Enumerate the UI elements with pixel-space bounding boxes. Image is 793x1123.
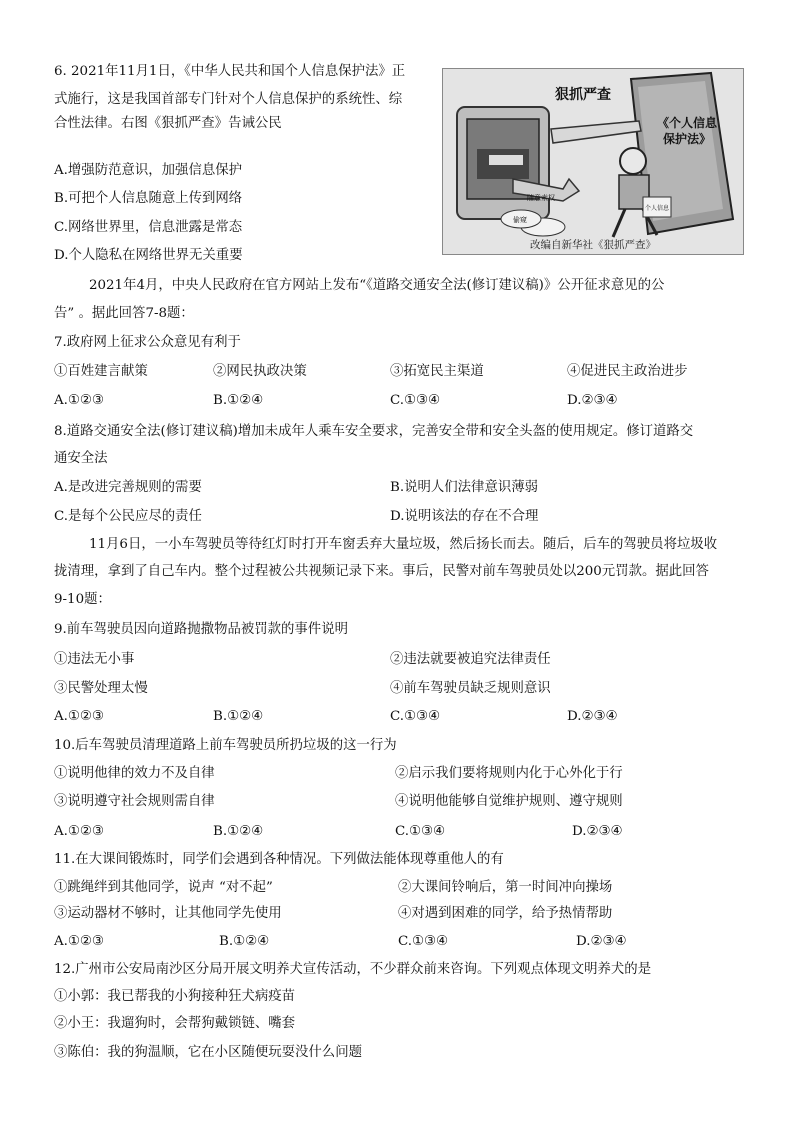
q10-option-c: C.①③④ bbox=[395, 824, 446, 839]
q9-option-a: A.①②③ bbox=[54, 709, 104, 724]
q8-option-d: D.说明该法的存在不合理 bbox=[390, 509, 539, 524]
q10-option-b: B.①②④ bbox=[213, 824, 264, 839]
q6-option-a: A.增强防范意识，加强信息保护 bbox=[54, 163, 243, 178]
figure-book-line-1: 《个人信息 bbox=[657, 116, 718, 130]
q7-option-d: D.②③④ bbox=[567, 393, 618, 408]
q10-option-d: D.②③④ bbox=[572, 824, 623, 839]
q7-option-c: C.①③④ bbox=[390, 393, 441, 408]
q8-stem-line-1: 8.道路交通安全法(修订建议稿)增加未成年人乘车安全要求，完善安全带和安全头盔的使用规定。修订道路交 bbox=[54, 424, 694, 439]
q11-item-3: ③运动器材不够时，让其他同学先使用 bbox=[54, 906, 282, 921]
intro-7-8-line-2: 告” 。据此回答7-8题： bbox=[54, 306, 194, 321]
q9-item-3: ③民警处理太慢 bbox=[54, 681, 148, 696]
q9-option-c: C.①③④ bbox=[390, 709, 441, 724]
q10-item-2: ②启示我们要将规则内化于心外化于行 bbox=[395, 766, 623, 781]
q12-item-1: ①小郭：我已帮我的小狗接种狂犬病疫苗 bbox=[54, 989, 296, 1004]
intro-9-10-line-3: 9-10题： bbox=[54, 592, 111, 607]
q6-option-c: C.网络世界里，信息泄露是常态 bbox=[54, 220, 243, 235]
q9-item-2: ②违法就要被追究法律责任 bbox=[390, 652, 551, 667]
q6-option-b: B.可把个人信息随意上传到网络 bbox=[54, 191, 243, 206]
q8-option-c: C.是每个公民应尽的责任 bbox=[54, 509, 202, 524]
q11-item-4: ④对遇到困难的同学，给予热情帮助 bbox=[398, 906, 613, 921]
q10-item-3: ③说明遵守社会规则需自律 bbox=[54, 794, 215, 809]
q8-stem-line-2: 通安全法 bbox=[54, 451, 108, 466]
q11-item-2: ②大课间铃响后，第一时间冲向操场 bbox=[398, 880, 613, 895]
q7-item-1: ①百姓建言献策 bbox=[54, 364, 148, 379]
figure-caption: 改编自新华社《狠抓严查》 bbox=[530, 239, 656, 251]
figure-tag-2: 偷窥 bbox=[513, 216, 527, 224]
q12-stem: 12.广州市公安局南沙区分局开展文明养犬宣传活动，不少群众前来咨询。下列观点体现文明养犬的是 bbox=[54, 962, 652, 977]
intro-9-10-line-1: 11月6日，一小车驾驶员等待红灯时打开车窗丢弃大量垃圾，然后扬长而去。随后，后车的驾驶员将垃圾收 bbox=[89, 537, 718, 552]
q10-option-a: A.①②③ bbox=[54, 824, 104, 839]
q11-option-c: C.①③④ bbox=[398, 934, 449, 949]
q10-stem: 10.后车驾驶员清理道路上前车驾驶员所扔垃圾的这一行为 bbox=[54, 738, 397, 753]
q9-item-4: ④前车驾驶员缺乏规则意识 bbox=[390, 681, 551, 696]
q8-option-b: B.说明人们法律意识薄弱 bbox=[390, 480, 539, 495]
q9-option-b: B.①②④ bbox=[213, 709, 264, 724]
q11-option-a: A.①②③ bbox=[54, 934, 104, 949]
q11-option-d: D.②③④ bbox=[576, 934, 627, 949]
q10-item-4: ④说明他能够自觉维护规则、遵守规则 bbox=[395, 794, 623, 809]
q7-item-2: ②网民执政决策 bbox=[213, 364, 307, 379]
figure-tag-1: 随意索权 bbox=[527, 194, 555, 202]
q12-item-2: ②小王：我遛狗时，会帮狗戴锁链、嘴套 bbox=[54, 1016, 296, 1031]
q7-stem: 7.政府网上征求公众意见有利于 bbox=[54, 335, 241, 350]
q8-option-a: A.是改进完善规则的需要 bbox=[54, 480, 202, 495]
figure-tag-3: 个人信息 bbox=[645, 205, 670, 212]
q6-stem-line-1: 6. 2021年11月1日，《中华人民共和国个人信息保护法》正 bbox=[54, 64, 406, 79]
cartoon-figure bbox=[442, 68, 744, 255]
q11-option-b: B.①②④ bbox=[219, 934, 270, 949]
cartoon-illustration bbox=[443, 69, 743, 254]
q10-item-1: ①说明他律的效力不及自律 bbox=[54, 766, 215, 781]
intro-7-8-line-1: 2021年4月，中央人民政府在官方网站上发布“《道路交通安全法(修订建议稿)》公开征求意见的公 bbox=[89, 278, 665, 293]
q6-stem-line-2: 式施行，这是我国首部专门针对个人信息保护的系统性、综 bbox=[54, 92, 403, 107]
q12-item-3: ③陈伯：我的狗温顺，它在小区随便玩耍没什么问题 bbox=[54, 1045, 362, 1060]
q6-stem-line-3: 合性法律。右图《狠抓严查》告诫公民 bbox=[54, 116, 282, 131]
q7-item-4: ④促进民主政治进步 bbox=[567, 364, 688, 379]
intro-9-10-line-2: 拢清理，拿到了自己车内。整个过程被公共视频记录下来。事后，民警对前车驾驶员处以200元罚款。据此回答 bbox=[54, 564, 709, 579]
q6-option-d: D.个人隐私在网络世界无关重要 bbox=[54, 248, 243, 263]
q11-item-1: ①跳绳绊到其他同学，说声 “对不起” bbox=[54, 880, 273, 895]
figure-banner-text: 狠抓严查 bbox=[555, 87, 611, 103]
q9-item-1: ①违法无小事 bbox=[54, 652, 135, 667]
q9-option-d: D.②③④ bbox=[567, 709, 618, 724]
q7-option-a: A.①②③ bbox=[54, 393, 104, 408]
q7-item-3: ③拓宽民主渠道 bbox=[390, 364, 484, 379]
q11-stem: 11.在大课间锻炼时，同学们会遇到各种情况。下列做法能体现尊重他人的有 bbox=[54, 852, 504, 867]
q9-stem: 9.前车驾驶员因向道路抛撒物品被罚款的事件说明 bbox=[54, 622, 348, 637]
q7-option-b: B.①②④ bbox=[213, 393, 264, 408]
figure-book-line-2: 保护法》 bbox=[663, 132, 712, 146]
